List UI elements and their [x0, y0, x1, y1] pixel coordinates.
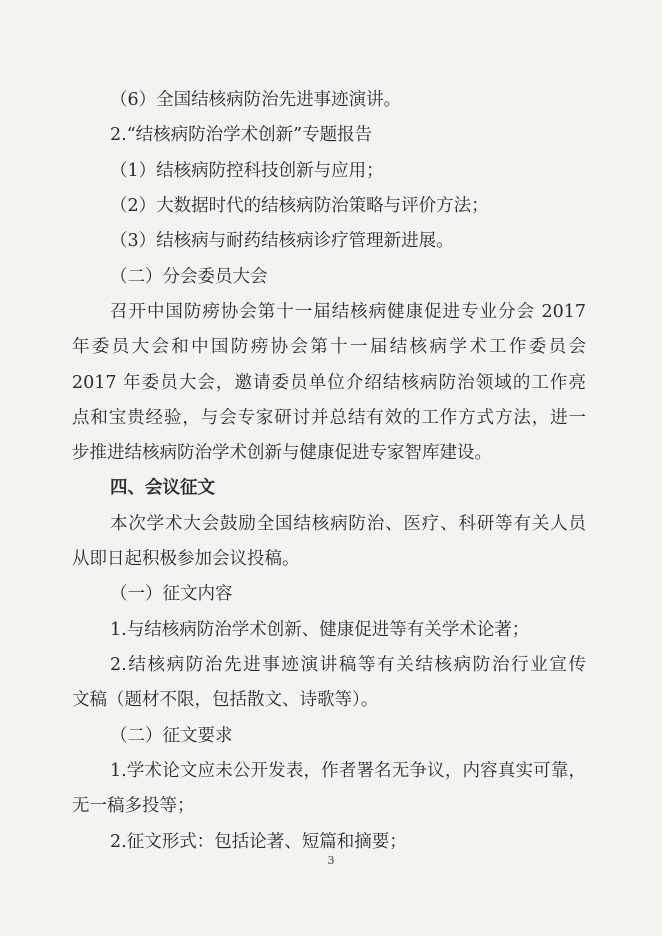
- paragraph-line: 步推进结核病防治学术创新与健康促进专家智库建设。: [72, 443, 492, 463]
- item-2-big-data: （2）大数据时代的结核病防治策略与评价方法；: [110, 196, 489, 216]
- content-item-2-cont: 文稿（题材不限，包括散文、诗歌等）。: [72, 690, 379, 710]
- content-item-2: 2.结核病防治先进事迹演讲稿等有关结核病防治行业宣传: [110, 655, 586, 675]
- paragraph-line: 从即日起积极参加会议投稿。: [72, 549, 300, 569]
- item-3-progress: （3）结核病与耐药结核病诊疗管理新进展。: [110, 231, 454, 251]
- section-four-heading: 四、会议征文: [110, 478, 215, 498]
- page-number: 3: [327, 854, 335, 867]
- item-1-tech-innovation: （1）结核病防控科技创新与应用；: [110, 161, 384, 181]
- subsection-requirements-heading: （二）征文要求: [110, 726, 233, 746]
- requirement-item-1: 1.学术论文应未公开发表，作者署名无争议，内容真实可靠，: [110, 761, 586, 781]
- paragraph-line: 2017 年委员大会，邀请委员单位介绍结核病防治领域的工作亮: [72, 373, 586, 393]
- section-2-heading: 2.“结核病防治学术创新”专题报告: [110, 125, 373, 145]
- paragraph-line: 召开中国防痨协会第十一届结核病健康促进专业分会 2017: [110, 302, 586, 322]
- paragraph-line: 年委员大会和中国防痨协会第十一届结核病学术工作委员会: [72, 337, 586, 357]
- subsection-content-heading: （一）征文内容: [110, 584, 233, 604]
- item-6-speech: （6）全国结核病防治先进事迹演讲。: [110, 90, 402, 110]
- requirement-item-2: 2.征文形式：包括论著、短篇和摘要；: [110, 832, 407, 852]
- requirement-item-1-cont: 无一稿多投等；: [72, 796, 195, 816]
- content-item-1: 1.与结核病防治学术创新、健康促进等有关学术论著；: [110, 620, 530, 640]
- subsection-committee-heading: （二）分会委员大会: [110, 267, 268, 287]
- paragraph-line: 本次学术大会鼓励全国结核病防治、医疗、科研等有关人员: [110, 514, 586, 534]
- paragraph-line: 点和宝贵经验，与会专家研讨并总结有效的工作方式方法，进一: [72, 408, 586, 428]
